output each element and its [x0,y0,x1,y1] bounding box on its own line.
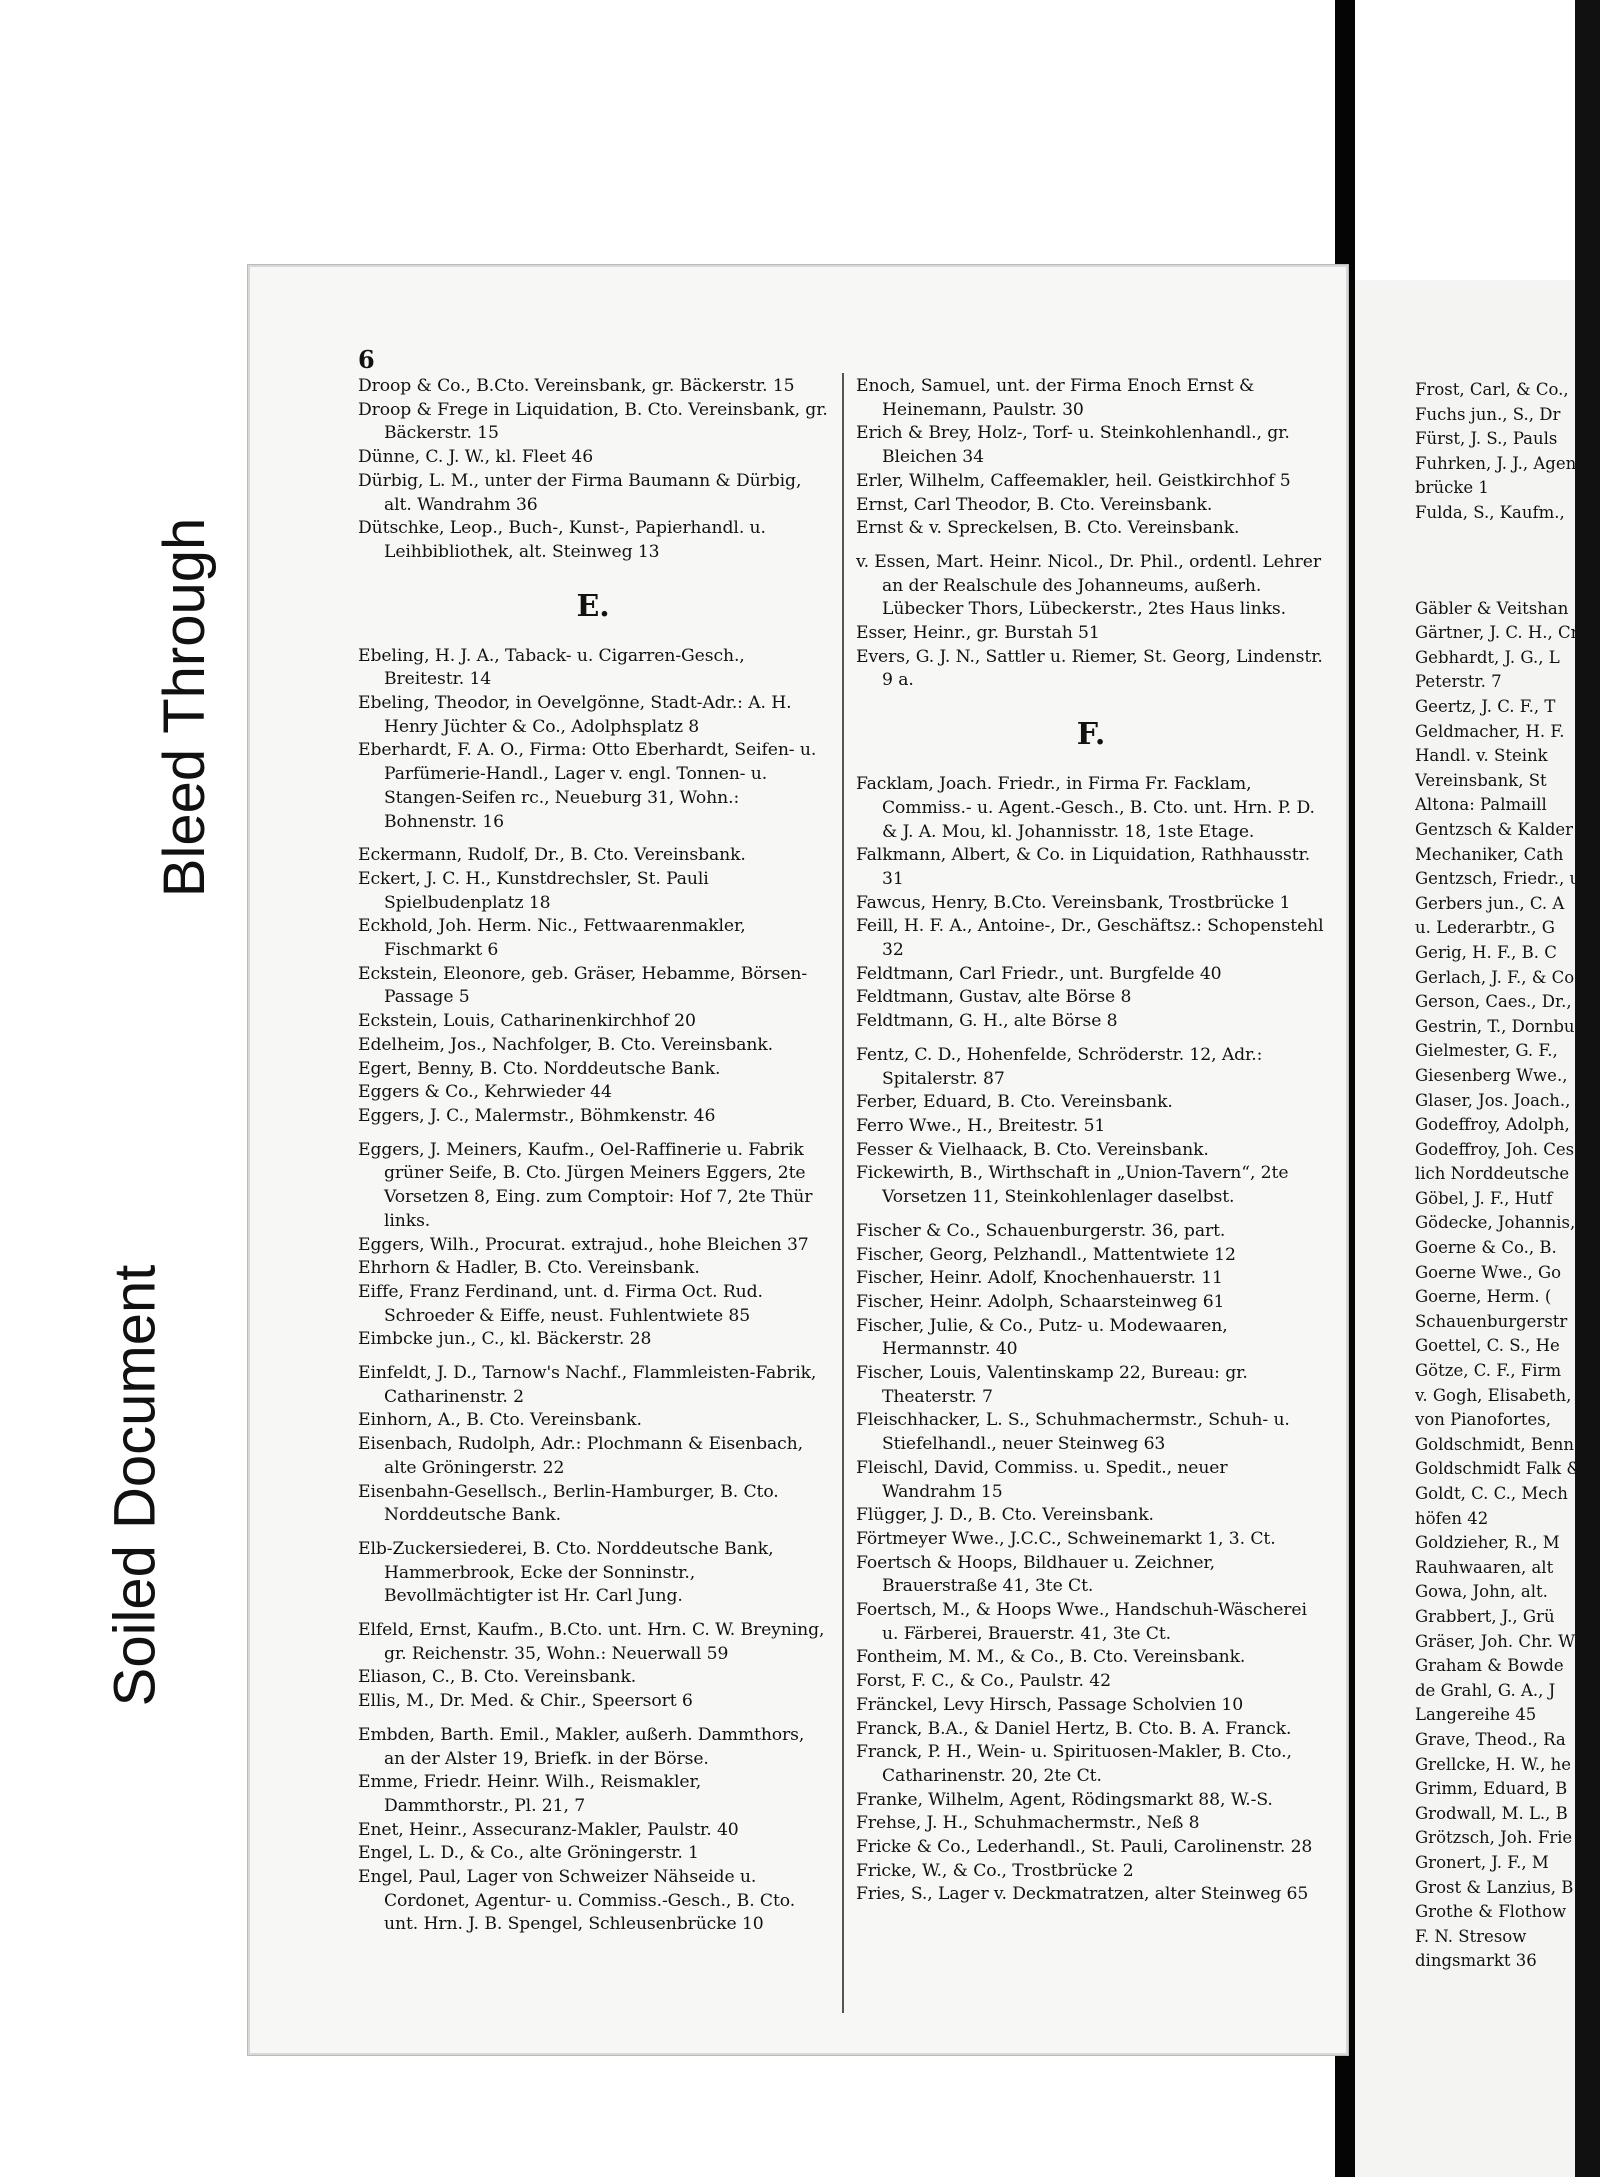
directory-entry: Eckhold, Joh. Herm. Nic., Fettwaarenmakler, Fischmarkt 6 [358,916,746,961]
directory-entry: Feldtmann, G. H., alte Börse 8 [856,1011,1118,1032]
partial-line: de Grahl, G. A., J [1415,1680,1556,1700]
directory-entry: Emme, Friedr. Heinr. Wilh., Reismakler, Dammthorstr., Pl. 21, 7 [358,1772,702,1816]
directory-entry: Dütschke, Leop., Buch-, Kunst-, Papierhandl. u. Leihbibliothek, alt. Steinweg 13 [358,518,766,562]
directory-entry: Eisenbach, Rudolph, Adr.: Plochmann & Eisenbach, alte Gröningerstr. 22 [358,1434,804,1478]
partial-line [1415,549,1595,573]
partial-line: Altona: Palmaill [1415,795,1547,815]
partial-line: Gerig, H. F., B. C [1415,942,1557,962]
partial-line: brücke 1 [1415,478,1489,498]
partial-column [1415,378,1595,1974]
directory-entry: Eckermann, Rudolf, Dr., B. Cto. Vereinsbank. [358,845,746,866]
partial-line: Mechaniker, Cath [1415,844,1564,864]
partial-line: Gärtner, J. C. H., Cr [1415,623,1579,643]
partial-line: Gerlach, J. F., & Co [1415,967,1575,987]
directory-entry: Fickewirth, B., Wirthschaft in „Union-Tavern“, 2te Vorsetzen 11, Steinkohlenlager daselbst. [856,1163,1289,1208]
partial-line: höfen 42 [1415,1508,1489,1528]
directory-entry: Forst, F. C., & Co., Paulstr. 42 [856,1671,1111,1692]
directory-entry: Ernst & v. Spreckelsen, B. Cto. Vereinsbank. [856,518,1240,539]
directory-entry: Feldtmann, Carl Friedr., unt. Burgfelde 40 [856,963,1222,984]
directory-entry: Fischer & Co., Schauenburgerstr. 36, part. [856,1220,1226,1241]
directory-entry: Fischer, Heinr. Adolph, Schaarsteinweg 61 [856,1291,1225,1312]
directory-entry: Eberhardt, F. A. O., Firma: Otto Eberhardt, Seifen- u. Parfümerie-Handl., Lager v. engl. Tonnen- u. Stangen-Seifen rc., Neueburg 31, Wohn.: Bohnenstr. 16 [358,740,817,832]
directory-entry: Erler, Wilhelm, Caffeemakler, heil. Geistkirchhof 5 [856,470,1291,491]
directory-entry: Ebeling, H. J. A., Taback- u. Cigarren-Gesch., Breitestr. 14 [358,645,745,690]
partial-line: Schauenburgerstr [1415,1311,1568,1331]
directory-entry: Fentz, C. D., Hohenfelde, Schröderstr. 12, Adr.: Spitalerstr. 87 [856,1044,1263,1089]
partial-line: Vereinsbank, St [1415,770,1547,790]
partial-line: Godeffroy, Adolph, [1415,1115,1570,1135]
partial-line: Fulda, S., Kaufm., [1415,502,1565,522]
partial-line [1415,573,1595,597]
partial-line: Göbel, J. F., Hutf [1415,1188,1553,1208]
directory-entry: Droop & Co., B.Cto. Vereinsbank, gr. Bäckerstr. 15 [358,376,795,396]
directory-entry: Fleischl, David, Commiss. u. Spedit., neuer Wandrahm 15 [856,1457,1228,1502]
section-letter: F. [1076,717,1106,753]
directory-entry: Foertsch & Hoops, Bildhauer u. Zeichner, Brauerstraße 41, 3te Ct. [856,1552,1216,1597]
partial-line: Goerne Wwe., Go [1415,1262,1562,1282]
directory-entry: Embden, Barth. Emil., Makler, außerh. Dammthors, an der Alster 19, Briefk. in der Börse. [358,1724,805,1769]
directory-entry: Edelheim, Jos., Nachfolger, B. Cto. Vereinsbank. [358,1034,774,1055]
directory-entry: Fleischhacker, L. S., Schuhmachermstr., Schuh- u. Stiefelhandl., neuer Steinweg 63 [856,1410,1290,1455]
partial-right-page-text [1415,378,1595,2058]
directory-entry: Fricke & Co., Lederhandl., St. Pauli, Carolinenstr. 28 [856,1837,1313,1858]
directory-entry: Eggers & Co., Kehrwieder 44 [358,1082,612,1103]
directory-entry: Einfeldt, J. D., Tarnow's Nachf., Flammleisten-Fabrik, Catharinenstr. 2 [358,1363,817,1407]
directory-entry: Ellis, M., Dr. Med. & Chir., Speersort 6 [358,1691,693,1712]
partial-line: Grimm, Eduard, B [1415,1779,1568,1799]
partial-line: Grave, Theod., Ra [1415,1729,1566,1749]
partial-line: Frost, Carl, & Co., [1415,380,1569,399]
partial-line: Gebhardt, J. G., L [1415,647,1560,667]
directory-entry: Fries, S., Lager v. Deckmatratzen, alter Steinweg 65 [856,1884,1309,1905]
partial-line: Grellcke, H. W., he [1415,1754,1571,1774]
directory-entry: v. Essen, Mart. Heinr. Nicol., Dr. Phil., ordentl. Lehrer an der Realschule des Johanneums, außerh. Lübecker Thors, Lübeckerstr., 2tes Haus links. [856,551,1321,620]
directory-entry: Eggers, J. Meiners, Kaufm., Oel-Raffinerie u. Fabrik grüner Seife, B. Cto. Jürgen Meiners Eggers, 2te Vorsetzen 8, Eing. zum Comptoir: Hof 7, 2te Thür links. [358,1139,813,1231]
directory-entry: Feill, H. F. A., Antoine-, Dr., Geschäftsz.: Schopenstehl 32 [856,916,1324,961]
directory-entry: Enet, Heinr., Assecuranz-Makler, Paulstr. 40 [358,1819,739,1840]
partial-line: Grost & Lanzius, B [1415,1877,1574,1897]
directory-entry: Fesser & Vielhaack, B. Cto. Vereinsbank. [856,1139,1209,1160]
directory-entry: Frehse, J. H., Schuhmachermstr., Neß 8 [856,1813,1200,1834]
partial-line: Peterstr. 7 [1415,672,1502,692]
partial-line: Gerson, Caes., Dr., [1415,992,1572,1012]
right-column [856,375,1326,1907]
section-letter: E. [576,588,610,624]
partial-line: Godeffroy, Joh. Ces [1415,1139,1575,1159]
partial-line: Geldmacher, H. F. [1415,721,1565,741]
directory-entry: Eiffe, Franz Ferdinand, unt. d. Firma Oct. Rud. Schroeder & Eiffe, neust. Fuhlentwiete 85 [358,1281,763,1326]
directory-entry: Eckstein, Louis, Catharinenkirchhof 20 [358,1011,696,1032]
partial-line: Götze, C. F., Firm [1415,1361,1562,1381]
partial-line: Glaser, Jos. Joach., [1415,1090,1571,1110]
partial-line: Gäbler & Veitshan [1415,598,1569,618]
partial-line: Gowa, John, alt. [1415,1582,1548,1602]
partial-line: Goldzieher, R., M [1415,1533,1560,1553]
partial-line: dingsmarkt 36 [1415,1951,1537,1971]
directory-entry: Eckert, J. C. H., Kunstdrechsler, St. Pauli Spielbudenplatz 18 [358,868,709,913]
directory-entry: Dürbig, L. M., unter der Firma Baumann & Dürbig, alt. Wandrahm 36 [358,470,802,515]
partial-line: Grothe & Flothow [1415,1902,1567,1922]
directory-entry: Ehrhorn & Hadler, B. Cto. Vereinsbank. [358,1258,700,1279]
directory-entry: Fischer, Julie, & Co., Putz- u. Modewaaren, Hermannstr. 40 [856,1315,1228,1360]
left-column [358,375,828,1937]
directory-entry: Förtmeyer Wwe., J.C.C., Schweinemarkt 1, 3. Ct. [856,1528,1276,1549]
partial-line: Gentzsch & Kalder [1415,819,1574,839]
partial-line: Grötzsch, Joh. Frie [1415,1828,1573,1848]
directory-entry: Fischer, Heinr. Adolf, Knochenhauerstr. 11 [856,1268,1223,1289]
directory-entry: Ferro Wwe., H., Breitestr. 51 [856,1115,1106,1136]
partial-line: Goldschmidt Falk & [1415,1459,1582,1479]
page-number: 6 [358,345,375,374]
directory-entry: Facklam, Joach. Friedr., in Firma Fr. Facklam, Commiss.- u. Agent.-Gesch., B. Cto. unt. Hrn. P. D. & J. A. Mou, kl. Johannisstr. 18, 1ste Etage. [856,774,1315,842]
directory-entry: Fischer, Louis, Valentinskamp 22, Bureau: gr. Theaterstr. 7 [856,1363,1248,1407]
directory-entry: Esser, Heinr., gr. Burstah 51 [856,623,1100,644]
partial-line: von Pianofortes, [1415,1410,1551,1430]
directory-entry: Droop & Frege in Liquidation, B. Cto. Vereinsbank, gr. Bäckerstr. 15 [358,399,828,444]
partial-line: Gronert, J. F., M [1415,1852,1549,1872]
directory-entry: Franke, Wilhelm, Agent, Rödingsmarkt 88, W.-S. [856,1789,1273,1810]
directory-entry: Erich & Brey, Holz-, Torf- u. Steinkohlenhandl., gr. Bleichen 34 [856,423,1290,468]
directory-entry: Eckstein, Eleonore, geb. Gräser, Hebamme, Börsen-Passage 5 [358,963,808,1008]
directory-entry: Franck, B.A., & Daniel Hertz, B. Cto. B. A. Franck. [856,1718,1292,1739]
partial-line: lich Norddeutsche [1415,1164,1570,1184]
directory-page [248,265,1348,2055]
directory-entry: Eliason, C., B. Cto. Vereinsbank. [358,1667,637,1688]
directory-entry: Falkmann, Albert, & Co. in Liquidation, Rathhausstr. 31 [856,845,1311,889]
partial-line: Grodwall, M. L., B [1415,1803,1568,1823]
partial-line: Gerbers jun., C. A [1415,893,1565,913]
soiled-document-label [85,1190,185,1780]
directory-entry: Eisenbahn-Gesellsch., Berlin-Hamburger, B. Cto. Norddeutsche Bank. [358,1481,779,1526]
partial-line: Gödecke, Johannis, [1415,1213,1576,1233]
directory-entry: Fontheim, M. M., & Co., B. Cto. Vereinsbank. [856,1647,1246,1668]
partial-line: Langereihe 45 [1415,1705,1537,1725]
soiled-document-label-text: Soiled Document [102,1264,168,1706]
partial-line: Goerne, Herm. ( [1415,1287,1552,1307]
partial-line: Gestrin, T., Dornbu [1415,1016,1575,1036]
directory-entry: Flügger, J. D., B. Cto. Vereinsbank. [856,1505,1154,1526]
directory-entry: Ferber, Eduard, B. Cto. Vereinsbank. [856,1092,1173,1113]
partial-line: Fuchs jun., S., Dr [1415,404,1561,424]
directory-entry: Foertsch, M., & Hoops Wwe., Handschuh-Wäscherei u. Färberei, Brauerstr. 41, 3te Ct. [856,1600,1307,1644]
directory-entry: Einhorn, A., B. Cto. Vereinsbank. [358,1410,642,1431]
partial-line: Handl. v. Steink [1415,746,1548,766]
partial-line: Grabbert, J., Grü [1415,1606,1555,1626]
partial-line: F. N. Stresow [1415,1926,1527,1946]
bleed-through-label-text: Bleed Through [152,517,218,898]
partial-line: Fürst, J. S., Pauls [1415,429,1558,449]
partial-line: u. Lederarbtr., G [1415,918,1555,938]
partial-line: Goldt, C. C., Mech [1415,1484,1568,1503]
partial-line [1415,526,1595,550]
directory-entry: Elfeld, Ernst, Kaufm., B.Cto. unt. Hrn. C. W. Breyning, gr. Reichenstr. 35, Wohn.: Neuerwall 59 [358,1620,825,1664]
directory-entry: Egert, Benny, B. Cto. Norddeutsche Bank. [358,1058,721,1079]
directory-entry: Fawcus, Henry, B.Cto. Vereinsbank, Trostbrücke 1 [856,892,1291,913]
partial-line: Giesenberg Wwe., [1415,1065,1568,1085]
partial-line: Rauhwaaren, alt [1415,1557,1554,1577]
partial-line: Gräser, Joh. Chr. Wil [1415,1631,1586,1651]
directory-entry: Engel, L. D., & Co., alte Gröningerstr. 1 [358,1843,699,1864]
partial-line: Graham & Bowde [1415,1656,1564,1676]
directory-entry: Franck, P. H., Wein- u. Spirituosen-Makler, B. Cto., Catharinenstr. 20, 2te Ct. [856,1742,1292,1786]
partial-line: v. Gogh, Elisabeth, [1415,1385,1572,1405]
directory-entry: Eimbcke jun., C., kl. Bäckerstr. 28 [358,1329,652,1350]
partial-line: Goettel, C. S., He [1415,1336,1560,1356]
directory-entry: Fränckel, Levy Hirsch, Passage Scholvien 10 [856,1694,1244,1715]
directory-entry: Elb-Zuckersiederei, B. Cto. Norddeutsche Bank, Hammerbrook, Ecke der Sonninstr., Bevollmächtigter ist Hr. Carl Jung. [358,1538,774,1607]
directory-entry: Ernst, Carl Theodor, B. Cto. Vereinsbank. [856,494,1213,515]
directory-entry: Feldtmann, Gustav, alte Börse 8 [856,987,1132,1008]
partial-line: Goldschmidt, Benn [1415,1434,1575,1454]
bleed-through-label [140,410,230,1005]
directory-entry: Eggers, J. C., Malermstr., Böhmkenstr. 46 [358,1105,716,1126]
partial-line: Goerne & Co., B. [1415,1238,1557,1258]
directory-entry: Evers, G. J. N., Sattler u. Riemer, St. Georg, Lindenstr. 9 a. [856,646,1323,691]
directory-entry: Enoch, Samuel, unt. der Firma Enoch Ernst & Heinemann, Paulstr. 30 [856,376,1255,420]
partial-line: Gentzsch, Friedr., un [1415,869,1591,889]
directory-entry: Ebeling, Theodor, in Oevelgönne, Stadt-Adr.: A. H. Henry Jüchter & Co., Adolphsplatz 8 [358,693,792,737]
directory-entry: Fischer, Georg, Pelzhandl., Mattentwiete 12 [856,1244,1236,1265]
partial-line: Fuhrken, J. J., Agen [1415,453,1577,473]
directory-entry: Fricke, W., & Co., Trostbrücke 2 [856,1860,1134,1881]
directory-entry: Engel, Paul, Lager von Schweizer Nähseide u. Cordonet, Agentur- u. Commiss.-Gesch., B. Cto. unt. Hrn. J. B. Spengel, Schleusenbrücke 10 [358,1867,796,1935]
partial-line: Gielmester, G. F., [1415,1041,1558,1061]
directory-entry: Dünne, C. J. W., kl. Fleet 46 [358,447,594,468]
partial-line: Geertz, J. C. F., T [1415,697,1556,716]
column-divider [842,373,844,2013]
directory-entry: Eggers, Wilh., Procurat. extrajud., hohe Bleichen 37 [358,1234,809,1255]
